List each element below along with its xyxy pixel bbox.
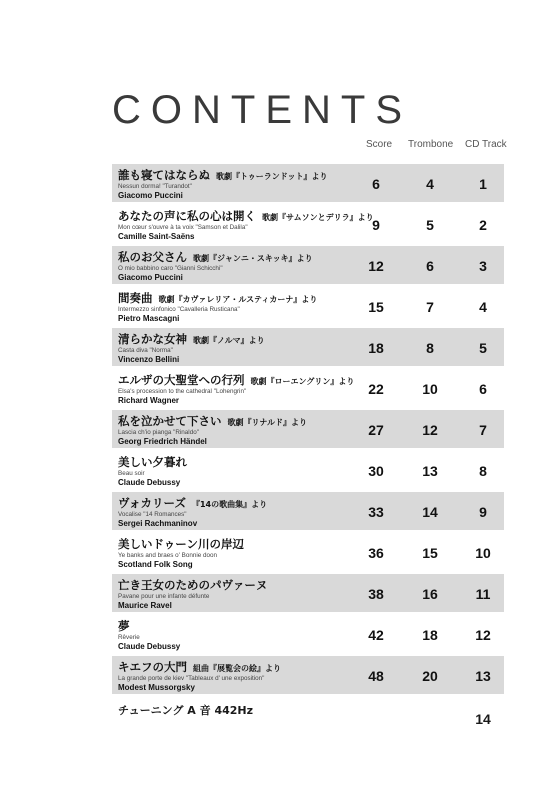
entry-score-page: 30 (368, 463, 384, 479)
entry-original-title: O mio babbino caro "Gianni Schicchi" (118, 265, 223, 272)
entry-composer: Georg Friedrich Händel (118, 437, 207, 446)
entry-composer: Richard Wagner (118, 396, 180, 405)
contents-entry[interactable] (112, 328, 504, 366)
tuning-cd-track: 14 (475, 711, 491, 727)
entry-score-page: 9 (372, 217, 380, 233)
entry-title: キエフの大門 (118, 660, 187, 674)
entry-cd-track: 5 (479, 340, 487, 356)
entry-subtitle: 歌劇『トゥーランドット』より (216, 172, 328, 181)
entry-composer: Claude Debussy (118, 478, 181, 487)
entry-original-title: Pavane pour une infante défunte (118, 593, 210, 600)
contents-entry[interactable] (112, 656, 504, 694)
entry-score-page: 38 (368, 586, 384, 602)
contents-entry[interactable] (112, 492, 504, 530)
entry-title: ヴォカリーズ (118, 496, 186, 510)
entry-trombone-page: 14 (422, 504, 438, 520)
entry-cd-track: 8 (479, 463, 487, 479)
entry-score-page: 15 (368, 299, 384, 315)
entry-subtitle: 歌劇『リナルド』より (227, 418, 307, 427)
entry-composer: Scotland Folk Song (118, 560, 193, 569)
entry-composer: Giacomo Puccini (118, 273, 183, 282)
entry-score-page: 6 (372, 176, 380, 192)
entry-trombone-page: 8 (426, 340, 434, 356)
entry-score-page: 12 (368, 258, 384, 274)
entry-original-title: Casta diva "Norma" (118, 347, 173, 354)
entry-original-title: Beau soir (118, 470, 145, 477)
entry-cd-track: 9 (479, 504, 487, 520)
entry-subtitle: 歌劇『ノルマ』より (193, 336, 265, 345)
entry-original-title: La grande porte de kiev "Tableaux d' une exposition" (118, 675, 265, 682)
contents-entry[interactable] (112, 451, 504, 489)
entry-composer: Claude Debussy (118, 642, 181, 651)
entry-title: 亡き王女のためのパヴァーヌ (118, 578, 268, 592)
entry-score-page: 22 (368, 381, 384, 397)
entry-trombone-page: 12 (422, 422, 438, 438)
entry-score-page: 42 (368, 627, 384, 643)
entry-subtitle: 組曲『展覧会の絵』より (193, 664, 281, 673)
entry-score-page: 33 (368, 504, 384, 520)
entry-subtitle: 歌劇『サムソンとデリラ』より (262, 213, 374, 222)
entry-trombone-page: 7 (426, 299, 434, 315)
contents-entry[interactable] (112, 615, 504, 653)
entry-title: 誰も寝てはならぬ (118, 168, 210, 182)
entry-score-page: 36 (368, 545, 384, 561)
entry-cd-track: 3 (479, 258, 487, 274)
entry-trombone-page: 20 (422, 668, 438, 684)
entry-score-page: 18 (368, 340, 384, 356)
contents-entry[interactable] (112, 533, 504, 571)
entry-original-title: Ye banks and braes o' Bonnie doon (118, 552, 218, 559)
contents-list (112, 164, 504, 697)
entry-composer: Modest Mussorgsky (118, 683, 195, 692)
entry-original-title: Nessun dorma! "Turandot" (118, 183, 192, 190)
entry-title: 清らかな女神 (118, 332, 187, 346)
entry-cd-track: 12 (475, 627, 491, 643)
contents-entry[interactable] (112, 410, 504, 448)
entry-subtitle: 『14の歌曲集』より (191, 500, 268, 509)
entry-original-title: Elsa's procession to the cathedral "Lohengrin" (118, 388, 247, 395)
contents-entry[interactable] (112, 205, 504, 243)
entry-composer: Vincenzo Bellini (118, 355, 180, 364)
contents-entry[interactable] (112, 164, 504, 202)
entry-original-title: Mon cœur s'ouvre à ta voix "Samson et Dalila" (118, 224, 248, 231)
entry-title: あなたの声に私の心は開く (118, 209, 256, 223)
entry-trombone-page: 18 (422, 627, 438, 643)
contents-entry[interactable] (112, 369, 504, 407)
entry-title: エルザの大聖堂への行列 (118, 373, 245, 387)
entry-title: 私を泣かせて下さい (118, 414, 222, 428)
entry-cd-track: 6 (479, 381, 487, 397)
entry-trombone-page: 4 (426, 176, 434, 192)
contents-entry[interactable] (112, 246, 504, 284)
entry-trombone-page: 16 (422, 586, 438, 602)
entry-trombone-page: 6 (426, 258, 434, 274)
column-header-trombone: Trombone (408, 139, 454, 150)
entry-cd-track: 2 (479, 217, 487, 233)
entry-composer: Giacomo Puccini (118, 191, 183, 200)
entry-trombone-page: 5 (426, 217, 434, 233)
entry-cd-track: 4 (479, 299, 487, 315)
tuning-label[interactable]: チューニング A 音 442Hz (118, 704, 254, 717)
entry-subtitle: 歌劇『ジャンニ・スキッキ』より (193, 254, 313, 263)
entry-cd-track: 11 (475, 586, 491, 602)
entry-subtitle: 歌劇『ローエングリン』より (250, 377, 355, 386)
entry-composer: Pietro Mascagni (118, 314, 180, 323)
entry-original-title: Vocalise "14 Romances" (118, 511, 187, 518)
entry-original-title: Lascia ch'io pianga "Rinaldo" (118, 429, 199, 436)
entry-score-page: 48 (368, 668, 384, 684)
column-header-cd-track: CD Track (465, 139, 507, 150)
entry-title: 夢 (118, 619, 130, 633)
entry-original-title: Intermezzo sinfonico "Cavalleria Rusticana" (118, 306, 240, 313)
entry-composer: Maurice Ravel (118, 601, 172, 610)
entry-original-title: Rêverie (118, 634, 140, 641)
entry-title: 美しい夕暮れ (118, 455, 187, 469)
contents-entry[interactable] (112, 287, 504, 325)
entry-title: 間奏曲 (118, 291, 153, 305)
entry-title: 美しいドゥーン川の岸辺 (118, 537, 244, 551)
entry-cd-track: 7 (479, 422, 487, 438)
entry-cd-track: 1 (479, 176, 487, 192)
page-title: CONTENTS (112, 88, 412, 132)
entry-trombone-page: 13 (422, 463, 438, 479)
entry-trombone-page: 10 (422, 381, 438, 397)
entry-title: 私のお父さん (118, 250, 187, 264)
entry-trombone-page: 15 (422, 545, 438, 561)
entry-score-page: 27 (368, 422, 384, 438)
contents-entry[interactable] (112, 574, 504, 612)
entry-composer: Sergei Rachmaninov (118, 519, 198, 528)
entry-subtitle: 歌劇『カヴァレリア・ルスティカーナ』より (158, 295, 318, 304)
entry-cd-track: 10 (475, 545, 491, 561)
entry-cd-track: 13 (475, 668, 491, 684)
entry-composer: Camille Saint-Saëns (118, 232, 195, 241)
column-header-score: Score (366, 139, 393, 150)
